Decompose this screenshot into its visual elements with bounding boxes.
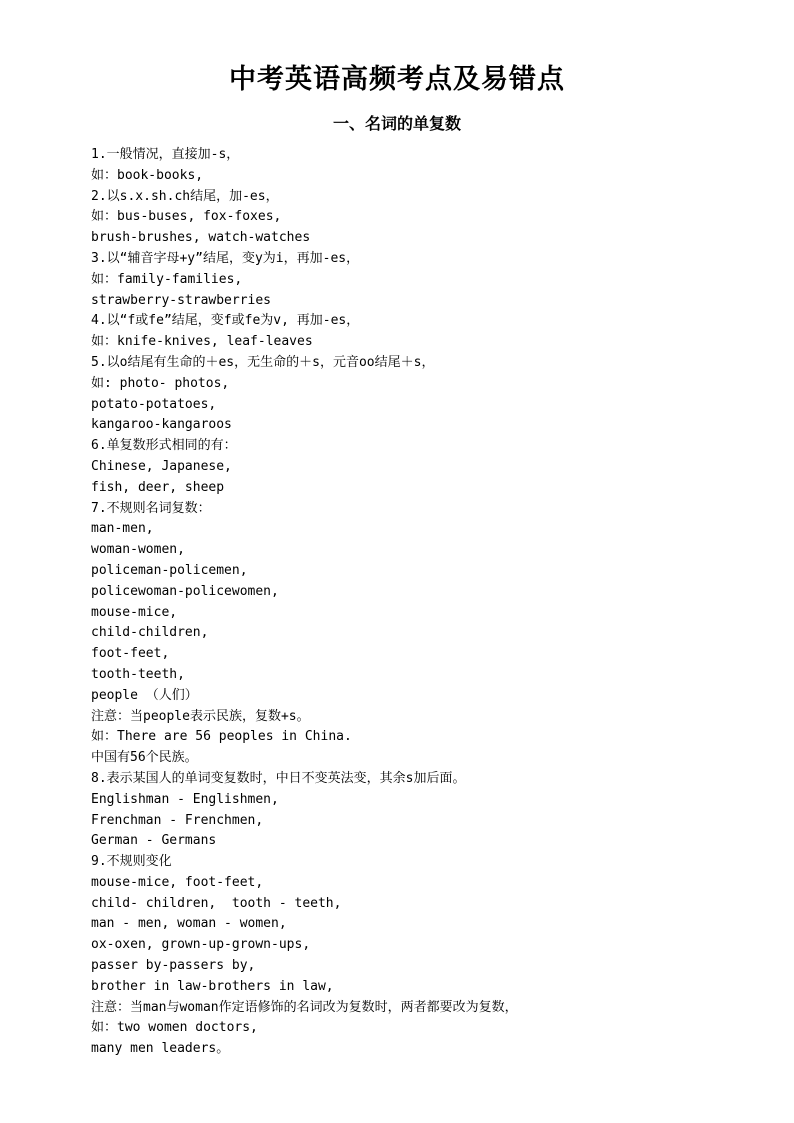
- text-line: policeman-policemen,: [91, 562, 248, 578]
- text-line: brother in law-brothers in law,: [91, 978, 334, 994]
- text-line: child- children, tooth - teeth,: [91, 895, 342, 911]
- text-line: 3.以“辅音字母+y”结尾，变y为i，再加-es，: [91, 250, 360, 266]
- text-line: foot-feet,: [91, 646, 170, 662]
- text-line: people （人们）: [91, 687, 198, 703]
- text-line: 4.以“f或fe”结尾，变f或fe为v, 再加-es，: [91, 313, 360, 329]
- text-line: Englishman - Englishmen,: [91, 791, 279, 807]
- text-line: 如：knife-knives, leaf-leaves: [91, 334, 313, 350]
- text-line: strawberry-strawberries: [91, 292, 272, 308]
- text-line: mouse-mice,: [91, 604, 178, 620]
- text-line: 注意：当people表示民族，复数+s。: [91, 708, 310, 724]
- text-line: passer by-passers by,: [91, 958, 256, 974]
- text-line: brush-brushes, watch-watches: [91, 230, 311, 246]
- text-line: 5.以o结尾有生命的＋es，无生命的＋s，元音oo结尾＋s，: [91, 354, 435, 370]
- document-title: 中考英语高频考点及易错点: [229, 64, 565, 95]
- text-line: 1.一般情况，直接加-s，: [91, 147, 240, 162]
- text-line: 注意：当man与woman作定语修饰的名词改为复数时，两者都要改为复数，: [91, 999, 518, 1015]
- text-line: mouse-mice, foot-feet,: [91, 874, 264, 890]
- text-line: 如：bus-buses, fox-foxes,: [91, 209, 282, 225]
- text-line: tooth-teeth,: [91, 666, 185, 682]
- text-line: 2.以s.x.sh.ch结尾，加-es，: [91, 188, 279, 204]
- text-line: 8.表示某国人的单词变复数时，中日不变英法变，其余s加后面。: [91, 770, 466, 786]
- text-line: 如: photo- photos,: [91, 375, 230, 391]
- text-line: child-children,: [91, 625, 209, 641]
- text-line: man - men, woman - women,: [91, 916, 287, 932]
- text-line: man-men,: [91, 521, 154, 537]
- text-line: 如：two women doctors,: [91, 1020, 258, 1036]
- text-line: 7.不规则名词复数：: [91, 500, 211, 516]
- text-line: 如：There are 56 peoples in China.: [91, 729, 352, 745]
- text-line: 如：family-families,: [91, 271, 243, 287]
- text-line: many men leaders。: [91, 1041, 230, 1057]
- text-line: kangaroo-kangaroos: [91, 417, 232, 433]
- text-line: woman-women,: [91, 542, 185, 558]
- section-title: 一、名词的单复数: [332, 114, 461, 133]
- text-line: Chinese, Japanese,: [91, 458, 232, 474]
- text-line: 如：book-books,: [91, 167, 204, 183]
- text-line: German - Germans: [91, 833, 217, 849]
- text-line: 6.单复数形式相同的有：: [91, 438, 237, 454]
- document-body: [91, 145, 771, 1060]
- text-line: 中国有56个民族。: [91, 750, 198, 766]
- text-line: ox-oxen, grown-up-grown-ups,: [91, 937, 311, 953]
- text-line: Frenchman - Frenchmen,: [91, 812, 264, 828]
- text-line: potato-potatoes,: [91, 396, 217, 412]
- text-line: fish, deer, sheep: [91, 479, 225, 495]
- text-line: 9.不规则变化: [91, 854, 172, 870]
- text-line: policewoman-policewomen,: [91, 583, 279, 599]
